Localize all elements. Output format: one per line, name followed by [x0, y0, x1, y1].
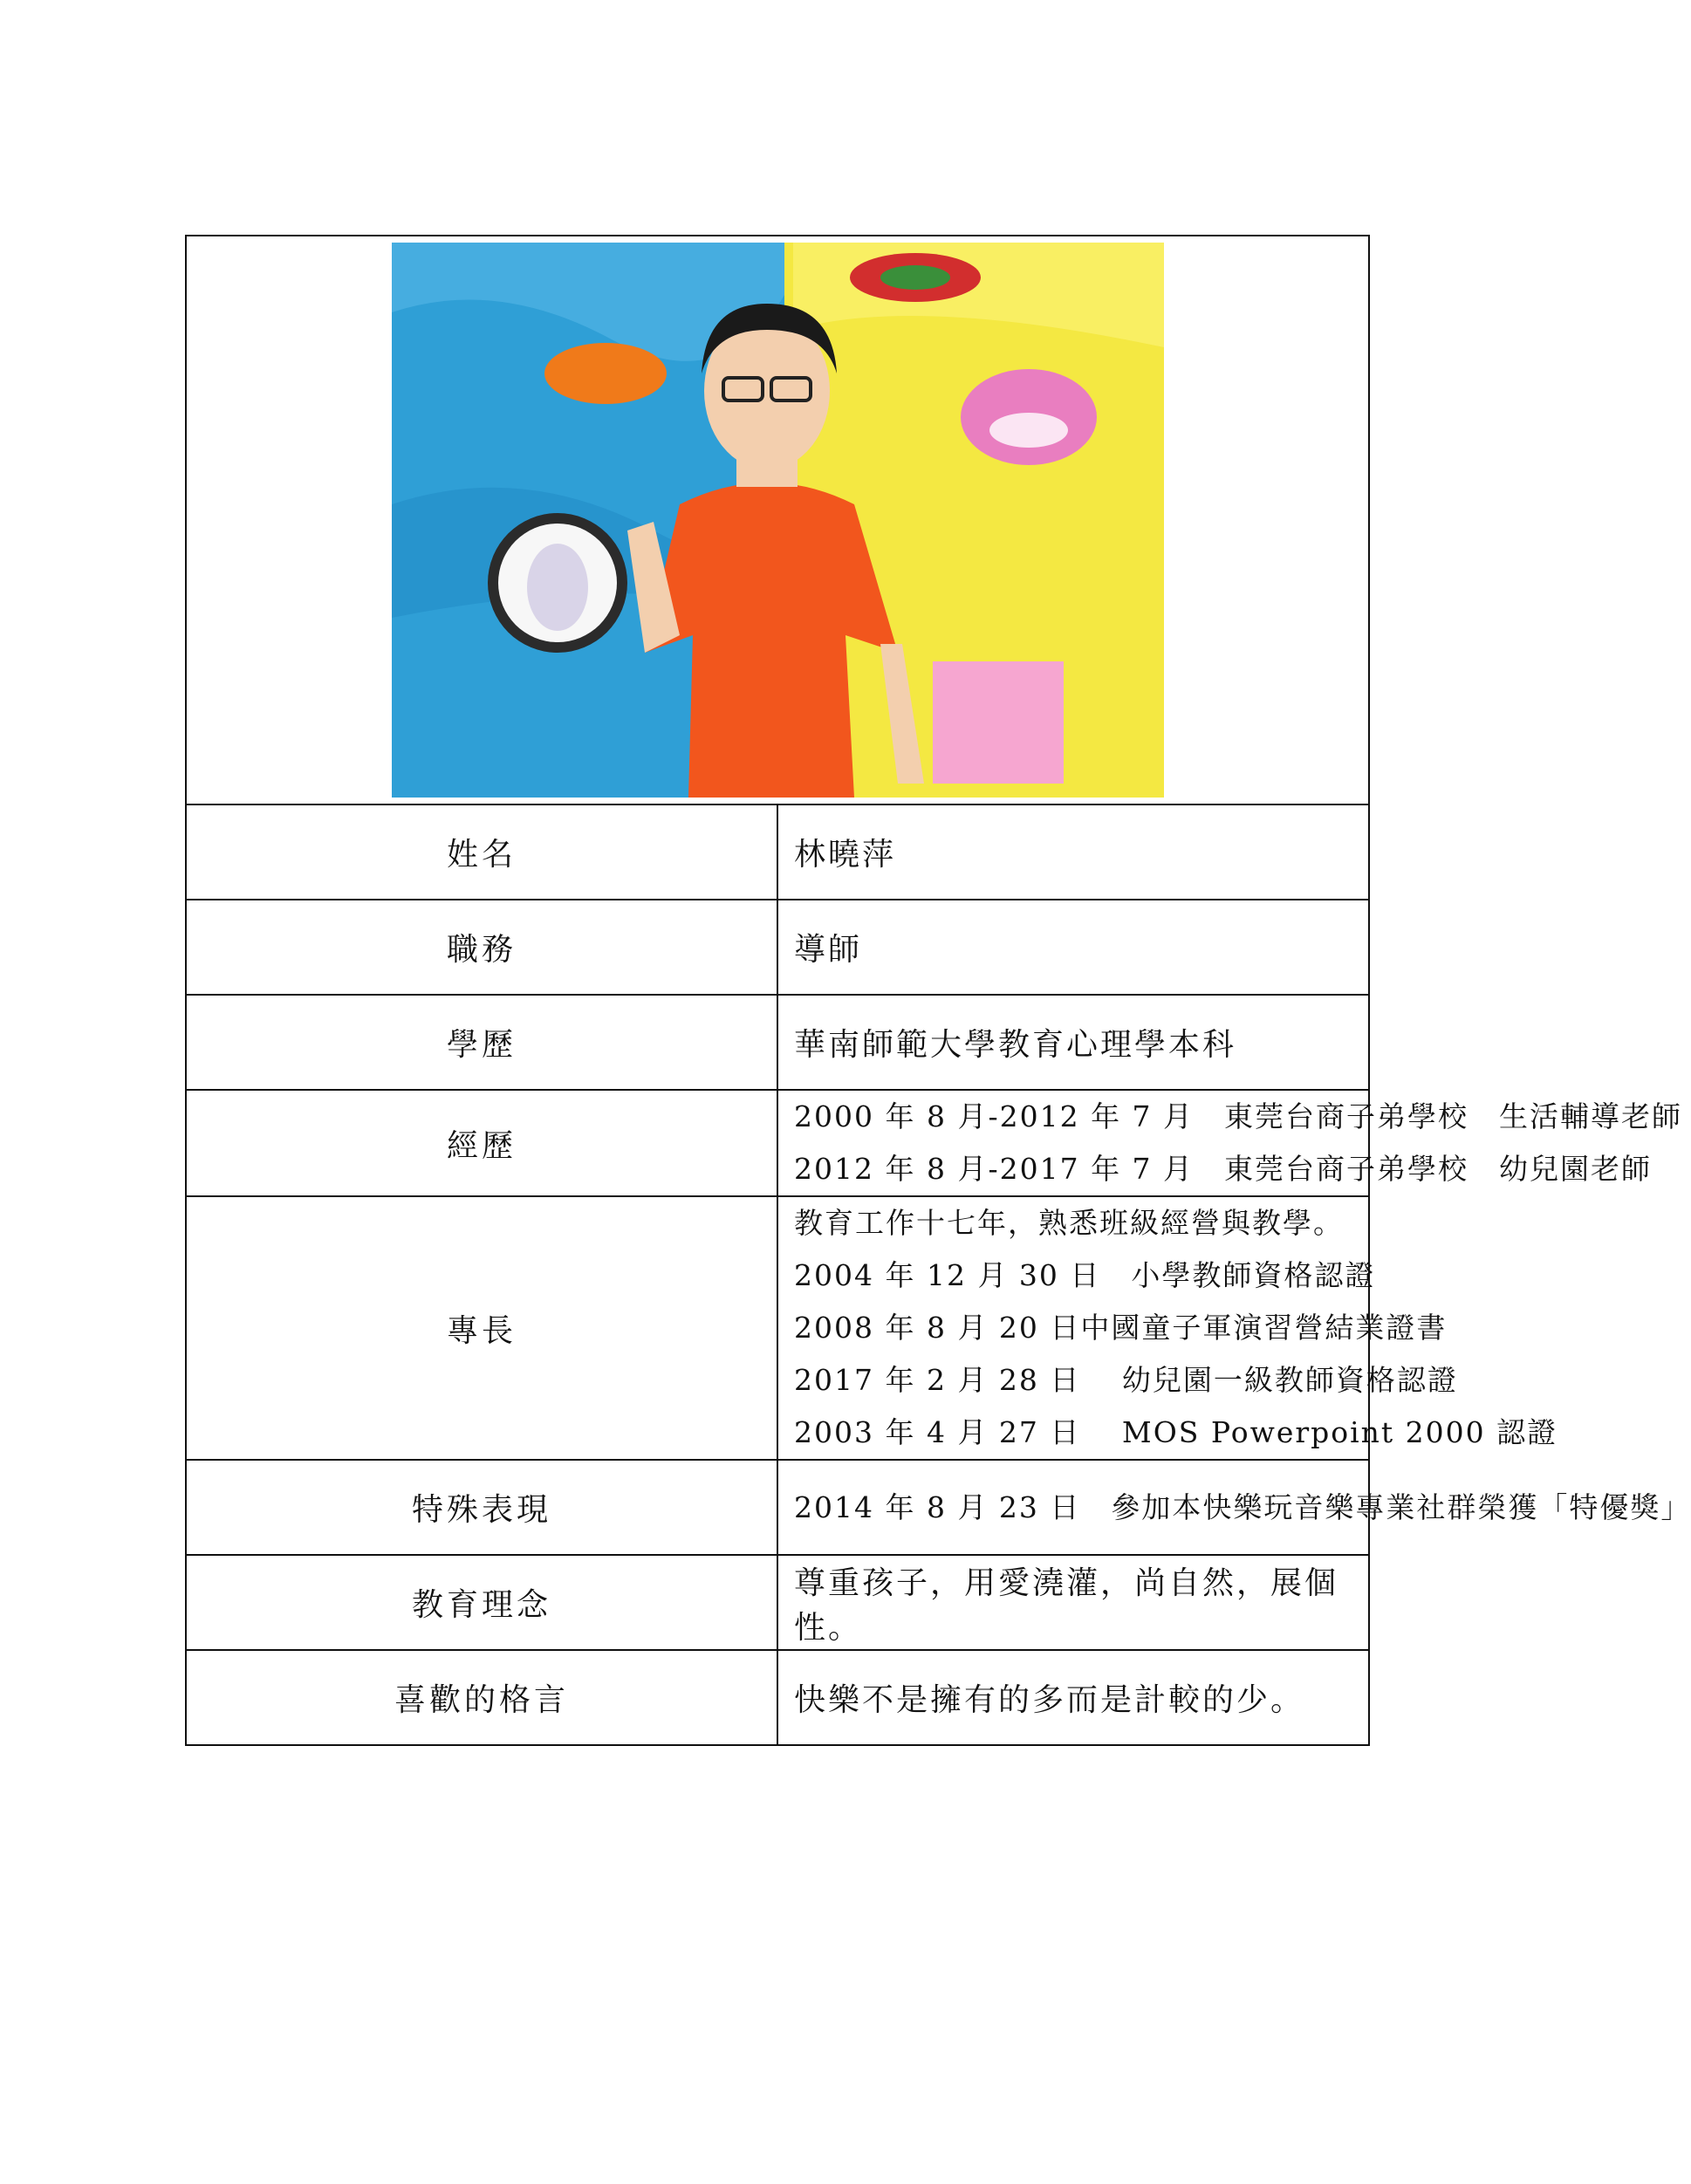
photo-row [186, 236, 1369, 804]
duty-value: 導師 [777, 900, 1369, 995]
experience-line: 2000 年 8 月-2012 年 7 月 東莞台商子弟學校 生活輔導老師 [794, 1099, 1683, 1133]
duty-label: 職務 [186, 900, 777, 995]
philosophy-label: 教育理念 [186, 1555, 777, 1650]
experience-line: 2012 年 8 月-2017 年 7 月 東莞台商子弟學校 幼兒園老師 [794, 1152, 1653, 1186]
row-skills [186, 1196, 1369, 1460]
skill-line: 2008 年 8 月 20 日中國童子軍演習營結業證書 [794, 1311, 1448, 1345]
skills-value [777, 1196, 1558, 1460]
profile-table [185, 235, 1691, 1746]
skill-line: 2004 年 12 月 30 日 小學教師資格認證 [794, 1258, 1376, 1292]
photo-cell [186, 236, 1369, 804]
row-experience [186, 1090, 1369, 1196]
row-motto [186, 1650, 1369, 1745]
row-duty [186, 900, 1369, 995]
teacher-photo [392, 243, 1164, 798]
special-value [777, 1460, 1691, 1555]
row-education [186, 995, 1369, 1090]
row-special [186, 1460, 1369, 1555]
motto-label: 喜歡的格言 [186, 1650, 777, 1745]
skill-line: 2017 年 2 月 28 日 幼兒園一級教師資格認證 [794, 1363, 1458, 1397]
skills-label: 專長 [186, 1196, 777, 1460]
motto-value: 快樂不是擁有的多而是計較的少。 [777, 1650, 1369, 1745]
education-label: 學歷 [186, 995, 777, 1090]
row-name [186, 804, 1369, 900]
skill-line: 教育工作十七年，熟悉班級經營與教學。 [794, 1206, 1344, 1240]
experience-label: 經歷 [186, 1090, 777, 1196]
philosophy-value: 尊重孩子，用愛澆灌，尚自然，展個性。 [777, 1555, 1369, 1650]
special-label: 特殊表現 [186, 1460, 777, 1555]
skill-line: 2003 年 4 月 27 日 MOS Powerpoint 2000 認證 [794, 1415, 1558, 1449]
education-value: 華南師範大學教育心理學本科 [777, 995, 1369, 1090]
name-value: 林曉萍 [777, 804, 1369, 900]
name-label: 姓名 [186, 804, 777, 900]
experience-value [777, 1090, 1683, 1196]
row-philosophy [186, 1555, 1369, 1650]
special-line: 2014 年 8 月 23 日 參加本快樂玩音樂專業社群榮獲「特優獎」 [794, 1489, 1691, 1524]
